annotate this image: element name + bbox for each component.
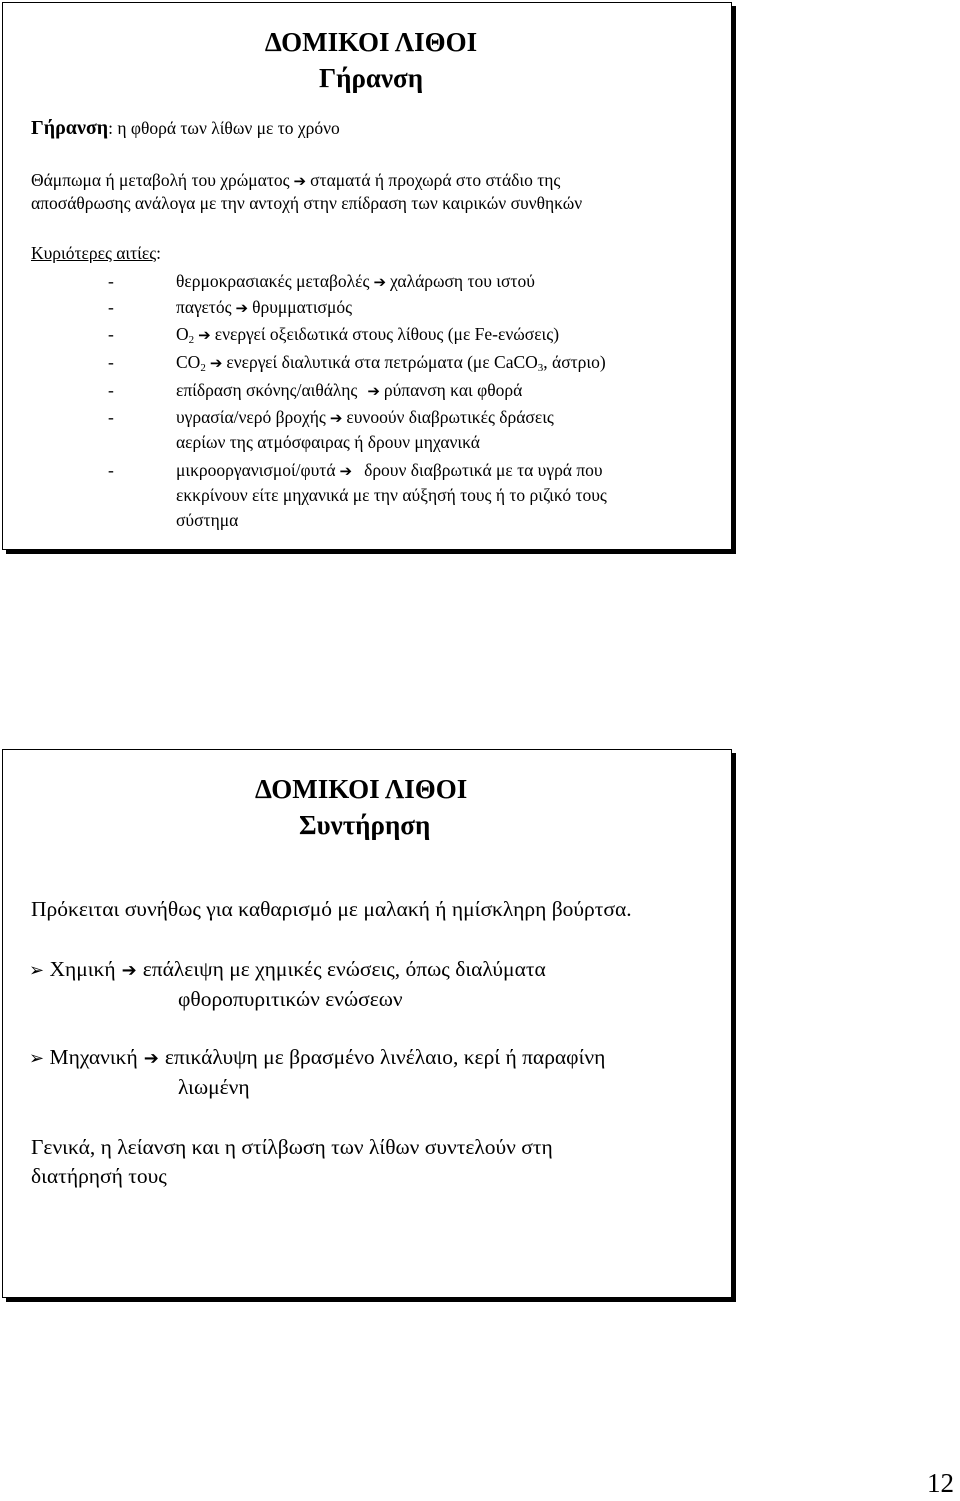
slide-subtitle: Γήρανση <box>318 63 424 93</box>
definition-text: : η φθορά των λίθων με το χρόνο <box>108 118 340 138</box>
dash: - <box>108 297 114 317</box>
arrow-icon: ➔ <box>329 409 343 427</box>
cause-5 <box>176 379 522 402</box>
subscript: 3 <box>537 362 544 374</box>
outro-line-1: Γενικά, η λείανση και η στίλβωση των λίθων συντελούν στη <box>31 1135 553 1159</box>
arrow-icon: ➔ <box>367 382 380 400</box>
cause-7-line-2: εκκρίνουν είτε μηχανικά με την αύξησή τους ή το ριζικό τους <box>176 485 607 505</box>
cause-text: παγετός <box>176 297 232 317</box>
bullet-arrow-icon: ➢ <box>29 1048 45 1069</box>
bullet-arrow-icon: ➢ <box>29 960 45 981</box>
subscript: 2 <box>200 362 206 374</box>
cause-text: O <box>176 324 189 344</box>
bullet-term: Μηχανική <box>49 1045 138 1069</box>
slide-title: ΔΟΜΙΚΟΙ ΛΙΘΟΙ <box>255 774 468 804</box>
cause-2 <box>176 296 352 319</box>
arrow-icon: ➔ <box>209 354 223 372</box>
cause-text: υγρασία/νερό βροχής <box>176 407 326 427</box>
fade-line-1 <box>31 169 560 192</box>
cause-text: επίδραση σκόνης/αιθάλης <box>176 380 358 400</box>
cause-effect: ενεργεί διαλυτικά στα πετρώματα (με CaCO <box>226 352 538 372</box>
arrow-icon: ➔ <box>235 299 249 317</box>
bullet-1-line-2: φθοροπυριτικών ενώσεων <box>178 987 403 1011</box>
slide-conservation <box>2 749 732 1298</box>
definition-term: Γήρανση <box>31 117 109 139</box>
slide-title: ΔΟΜΙΚΟΙ ΛΙΘΟΙ <box>264 27 478 57</box>
bullet-1 <box>29 955 546 985</box>
cause-4 <box>176 351 606 379</box>
cause-effect: ρύπανση και φθορά <box>383 380 523 400</box>
slide-subtitle: Συντήρηση <box>299 810 431 840</box>
dash: - <box>108 352 114 372</box>
arrow-icon: ➔ <box>143 1048 159 1069</box>
bullet-text: επάλειψη με χημικές ενώσεις, όπως διαλύματα <box>142 957 546 981</box>
cause-effect: ενεργεί οξειδωτικά στους λίθους (με Fe-ενώσεις) <box>214 324 560 344</box>
intro-text: Πρόκειται συνήθως για καθαρισμό με μαλακή ή ημίσκληρη βούρτσα. <box>31 897 632 921</box>
cause-effect: χαλάρωση του ιστού <box>390 271 535 291</box>
arrow-icon: ➔ <box>121 960 137 981</box>
slide-aging <box>2 2 732 550</box>
arrow-icon: ➔ <box>339 462 353 480</box>
dash: - <box>108 407 114 427</box>
cause-text: θερμοκρασιακές μεταβολές <box>176 271 370 291</box>
outro-line-2: διατήρησή τους <box>31 1164 167 1188</box>
dash: - <box>108 271 114 291</box>
causes-label-text: Κυριότερες αιτίες <box>31 243 157 263</box>
dash: - <box>108 380 114 400</box>
cause-effect: ευνοούν διαβρωτικές δράσεις <box>346 407 554 427</box>
fade-line-2: αποσάθρωσης ανάλογα με την αντοχή στην επίδραση των καιρικών συνθηκών <box>31 193 583 213</box>
cause-6-line-2: αερίων της ατμόσφαιρας ή δρουν μηχανικά <box>176 432 480 452</box>
fade-text-b: σταματά ή προχωρά στο στάδιο της <box>310 170 561 190</box>
definition <box>31 115 340 141</box>
cause-3 <box>176 323 559 351</box>
fade-text-a: Θάμπωμα ή μεταβολή του χρώματος <box>31 170 290 190</box>
subscript: 2 <box>188 334 195 346</box>
arrow-icon: ➔ <box>293 172 307 190</box>
cause-text: CO <box>176 352 201 372</box>
cause-1 <box>176 270 535 293</box>
causes-colon: : <box>156 243 162 263</box>
page-number: 12 <box>927 1468 954 1498</box>
bullet-2-line-2: λιωμένη <box>178 1075 250 1099</box>
cause-effect: θρυμματισμός <box>252 297 353 317</box>
bullet-text: επικάλυψη με βρασμένο λινέλαιο, κερί ή παραφίνη <box>164 1045 606 1069</box>
arrow-icon: ➔ <box>198 326 211 344</box>
bullet-term: Χημική <box>49 957 116 981</box>
cause-7-line-3: σύστημα <box>176 510 239 530</box>
cause-effect-end: , άστριο) <box>543 352 606 372</box>
arrow-icon: ➔ <box>373 273 387 291</box>
causes-label <box>31 242 161 264</box>
bullet-2 <box>29 1043 605 1073</box>
cause-effect: δρουν διαβρωτικά με τα υγρά που <box>364 460 603 480</box>
cause-7 <box>176 459 603 482</box>
cause-text: μικροοργανισμοί/φυτά <box>176 460 336 480</box>
dash: - <box>108 324 114 344</box>
cause-6 <box>176 406 554 429</box>
dash: - <box>108 460 114 480</box>
